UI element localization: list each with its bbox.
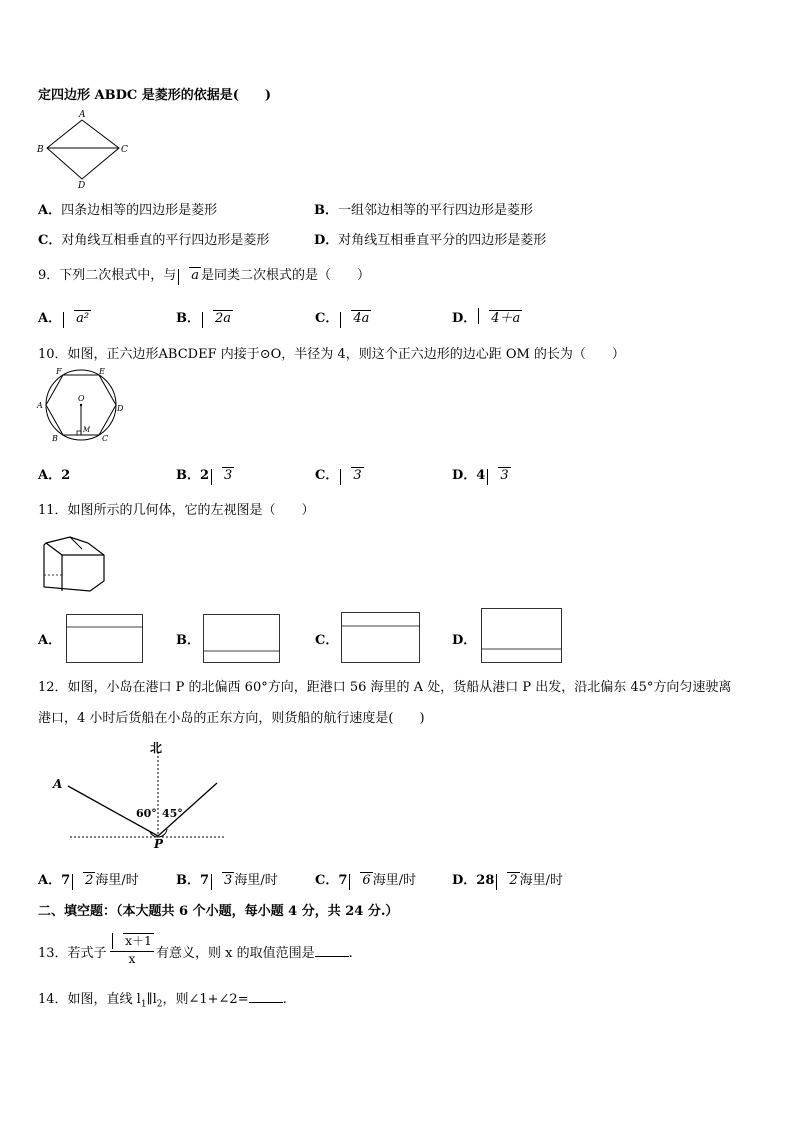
- label-f: F: [56, 367, 62, 376]
- q10-option-d: D．4 3: [452, 468, 509, 483]
- q8-option-b: B．一组邻边相等的平行四边形是菱形: [314, 203, 534, 218]
- label-m: M: [83, 426, 91, 434]
- label-c: C: [121, 145, 128, 155]
- label-b: B: [37, 145, 44, 155]
- q11-option-a-view: [66, 614, 144, 664]
- q12-option-d: D．28 2 海里/时: [452, 873, 564, 888]
- label-o: O: [78, 394, 85, 403]
- q9-option-c: C． 4a: [315, 311, 370, 326]
- q12-option-a: A．7 2 海里/时: [38, 873, 139, 888]
- solid-figure: [38, 535, 108, 595]
- q8-option-d: D．对角线互相垂直平分的四边形是菱形: [314, 233, 547, 248]
- q10-option-c: C． 3: [315, 468, 362, 483]
- rhombus-figure: [34, 110, 144, 190]
- q10-stem: 10．如图，正六边形ABCDEF 内接于⊙O，半径为 4，则这个正六边形的边心距 OM 的长为（ ）: [38, 347, 625, 362]
- q9-option-d: D． 4＋a: [452, 307, 522, 326]
- q11-stem: 11．如图所示的几何体，它的左视图是（ ）: [38, 503, 315, 518]
- label-a: A: [37, 401, 43, 410]
- q11-option-a-label: A．: [38, 633, 62, 648]
- label-a: A: [53, 777, 63, 791]
- q8-option-c: C．对角线互相垂直的平行四边形是菱形: [38, 233, 270, 248]
- label-d: D: [117, 404, 124, 413]
- q8-stem: 定四边形 ABDC 是菱形的依据是( ): [38, 88, 272, 103]
- angle-45-label: 45°: [162, 807, 183, 820]
- q10-option-a: A．2: [38, 468, 71, 483]
- q11-option-d-label: D．: [452, 633, 477, 648]
- angle-60-label: 60°: [136, 807, 157, 820]
- hexagon-circle-figure: [36, 368, 136, 448]
- label-p: P: [154, 837, 164, 851]
- q10-option-b: B．2 3: [176, 468, 233, 483]
- section-heading: 二、填空题：（本大题共 6 个小题，每小题 4 分，共 24 分.）: [38, 904, 399, 919]
- q11-option-d-view: [481, 608, 563, 664]
- navigation-figure: [50, 740, 240, 850]
- q9-option-b: B． 2a: [176, 311, 232, 326]
- q11-option-b-label: B．: [176, 633, 200, 648]
- label-c: C: [102, 434, 109, 443]
- q12-stem-line1: 12．如图，小岛在港口 P 的北偏西 60°方向，距港口 56 海里的 A 处，货船从港口 P 出发，沿北偏东 45°方向匀速驶离: [38, 680, 732, 695]
- label-d: D: [78, 181, 86, 191]
- q9-option-a: A． a²: [38, 311, 90, 326]
- q14-stem: 14．如图，直线 $l_1\parallel l_2$，则∠1+∠2= .: [38, 992, 287, 1010]
- q12-option-c: C．7 6 海里/时: [315, 873, 417, 888]
- north-label: 北: [150, 741, 163, 755]
- q11-option-c-label: C．: [315, 633, 339, 648]
- q8-option-a: A．四条边相等的四边形是菱形: [38, 203, 218, 218]
- label-e: E: [99, 367, 105, 376]
- q12-option-b: B．7 3 海里/时: [176, 873, 278, 888]
- q11-option-c-view: [341, 612, 421, 664]
- label-b: B: [52, 434, 58, 443]
- label-a: A: [79, 110, 86, 120]
- q9-stem: 9．下列二次根式中，与 a 是同类二次根式的是（ ）: [38, 268, 371, 283]
- q11-option-b-view: [203, 614, 281, 664]
- q12-stem-line2: 港口，4 小时后货船在小岛的正东方向，则货船的航行速度是( ): [38, 711, 425, 726]
